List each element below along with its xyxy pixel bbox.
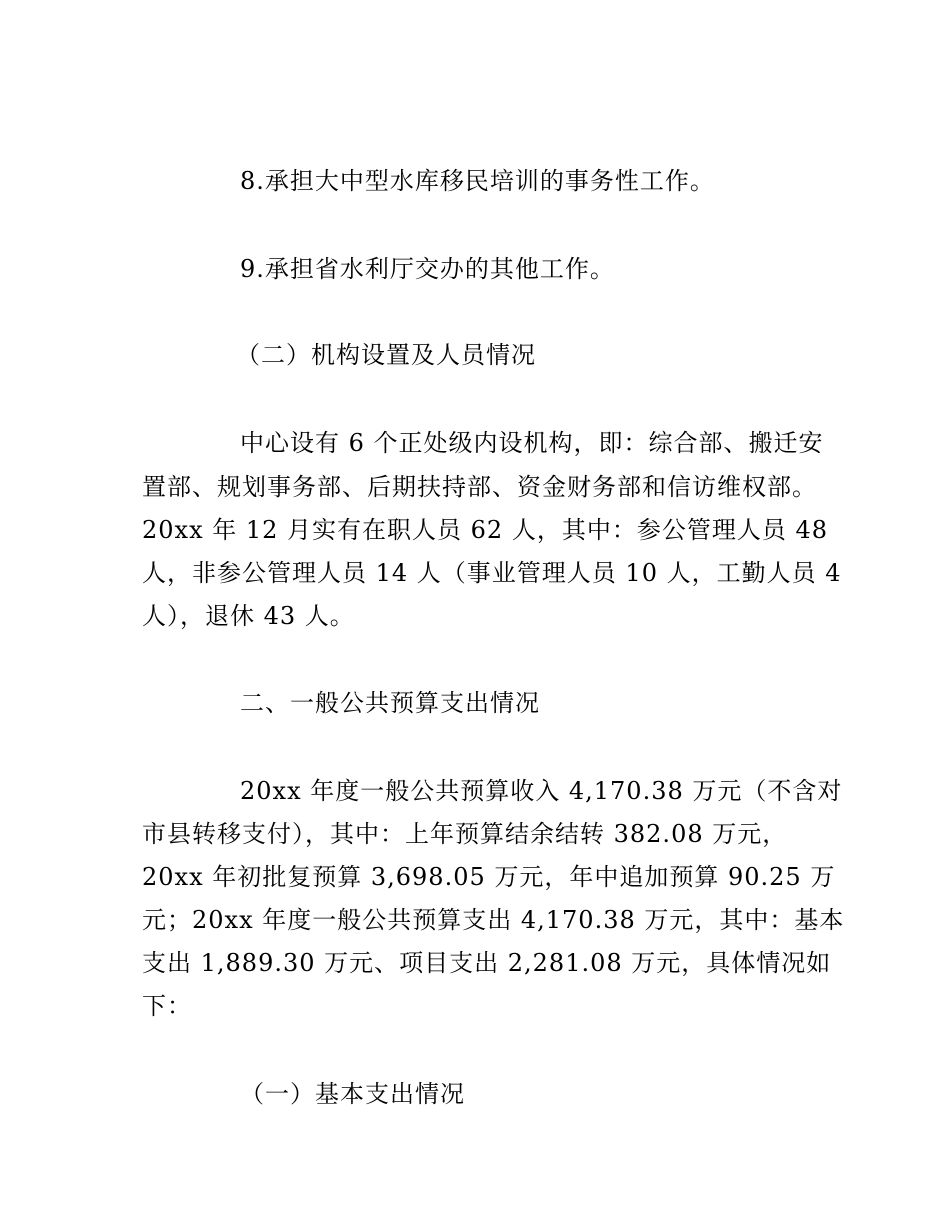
org-paragraph-line-5: 人），退休 43 人。	[142, 602, 355, 630]
budget-paragraph-line-1: 20xx 年度一般公共预算收入 4,170.38 万元（不含对	[240, 777, 843, 805]
budget-paragraph-line-5: 支出 1,889.30 万元、项目支出 2,281.08 万元，具体情况如	[142, 949, 832, 977]
budget-paragraph-line-2: 市县转移支付），其中：上年预算结余结转 382.08 万元，	[142, 820, 788, 848]
budget-paragraph-line-6: 下：	[142, 992, 192, 1020]
item-9-text: 9.承担省水利厅交办的其他工作。	[240, 255, 615, 283]
org-paragraph-line-1: 中心设有 6 个正处级内设机构，即：综合部、搬迁安	[240, 429, 824, 457]
org-paragraph-line-4: 人，非参公管理人员 14 人（事业管理人员 10 人，工勤人员 4	[142, 559, 842, 587]
section-basic-heading: （一）基本支出情况	[240, 1080, 465, 1108]
section-budget-heading: 二、一般公共预算支出情况	[240, 689, 540, 717]
org-paragraph-line-2: 置部、规划事务部、后期扶持部、资金财务部和信访维权部。	[142, 473, 817, 501]
budget-paragraph-line-4: 元；20xx 年度一般公共预算支出 4,170.38 万元，其中：基本	[142, 906, 845, 934]
budget-paragraph-line-3: 20xx 年初批复预算 3,698.05 万元，年中追加预算 90.25 万	[142, 863, 836, 891]
item-8-text: 8.承担大中型水库移民培训的事务性工作。	[240, 167, 715, 195]
org-paragraph-line-3: 20xx 年 12 月实有在职人员 62 人，其中：参公管理人员 48	[142, 516, 828, 544]
section-org-heading: （二）机构设置及人员情况	[236, 341, 536, 369]
